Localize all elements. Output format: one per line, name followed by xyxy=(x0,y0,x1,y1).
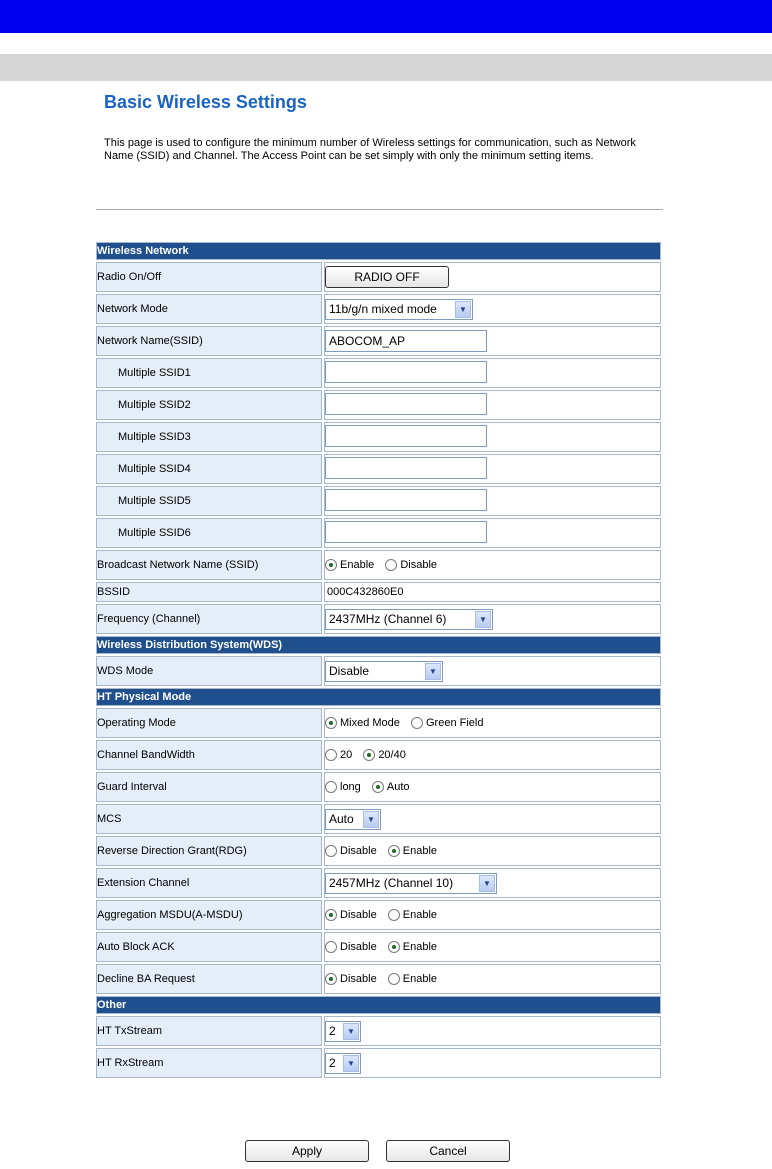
tx-stream-value: 2 xyxy=(329,1024,336,1038)
multi-ssid-cell xyxy=(324,422,661,452)
radio-option-label: Disable xyxy=(400,559,438,572)
radio-option-label: Disable xyxy=(340,845,377,858)
bandwidth-20-radio[interactable] xyxy=(325,749,337,761)
section-row xyxy=(96,636,661,654)
row-ssid xyxy=(96,326,661,356)
tx-stream-label: HT TxStream xyxy=(96,1016,322,1046)
chevron-down-icon: ▼ xyxy=(475,611,491,628)
radio-off-button[interactable]: RADIO OFF xyxy=(325,266,449,288)
rdg-label: Reverse Direction Grant(RDG) xyxy=(96,836,322,866)
frequency-label: Frequency (Channel) xyxy=(96,604,322,634)
radio-cell xyxy=(324,262,661,292)
row-rx-stream xyxy=(96,1048,661,1078)
section-row xyxy=(96,688,661,706)
row-extension-channel xyxy=(96,868,661,898)
amsdu-disable-radio[interactable] xyxy=(325,909,337,921)
row-radio xyxy=(96,262,661,292)
radio-option-label: Green Field xyxy=(425,717,484,730)
ssid-label: Network Name(SSID) xyxy=(96,326,322,356)
multi-ssid-label: Multiple SSID5 xyxy=(96,486,322,516)
extension-channel-value: 2457MHz (Channel 10) xyxy=(329,876,454,890)
tx-stream-cell xyxy=(324,1016,661,1046)
mcs-value: Auto xyxy=(329,812,354,826)
amsdu-cell xyxy=(324,900,661,930)
row-network-mode xyxy=(96,294,661,324)
frequency-cell xyxy=(324,604,661,634)
row-rdg xyxy=(96,836,661,866)
frequency-select[interactable] xyxy=(325,609,493,630)
radio-option-label: Disable xyxy=(340,941,377,954)
row-bssid xyxy=(96,582,661,602)
chevron-down-icon: ▼ xyxy=(363,811,379,828)
multi-ssid-3-input[interactable] xyxy=(325,425,487,447)
guard-auto-radio[interactable] xyxy=(372,781,384,793)
rdg-disable-radio[interactable] xyxy=(325,845,337,857)
network-mode-select[interactable] xyxy=(325,299,473,320)
row-multi-ssid-4 xyxy=(96,454,661,484)
radio-option-label: Mixed Mode xyxy=(340,717,400,730)
decline-ba-cell xyxy=(324,964,661,994)
radio-option-label: Disable xyxy=(340,909,377,922)
row-auto-block-ack xyxy=(96,932,661,962)
broadcast-enable-radio[interactable] xyxy=(325,559,337,571)
wds-mode-select[interactable] xyxy=(325,661,443,682)
section-row xyxy=(96,996,661,1014)
chevron-down-icon: ▼ xyxy=(425,663,441,680)
mcs-label: MCS xyxy=(96,804,322,834)
radio-option-label: Enable xyxy=(340,559,375,572)
block-ack-enable-radio[interactable] xyxy=(388,941,400,953)
row-multi-ssid-1 xyxy=(96,358,661,388)
multi-ssid-2-input[interactable] xyxy=(325,393,487,415)
chevron-down-icon: ▼ xyxy=(343,1055,359,1072)
divider xyxy=(96,209,663,210)
radio-option-label: 20/40 xyxy=(378,749,406,762)
radio-option-label: 20 xyxy=(340,749,353,762)
row-multi-ssid-2 xyxy=(96,390,661,420)
multi-ssid-label: Multiple SSID3 xyxy=(96,422,322,452)
row-wds-mode xyxy=(96,656,661,686)
row-multi-ssid-5 xyxy=(96,486,661,516)
radio-option-label: Enable xyxy=(402,909,438,922)
network-mode-value: 11b/g/n mixed mode xyxy=(329,302,437,316)
guard-interval-cell xyxy=(324,772,661,802)
bandwidth-20-40-radio[interactable] xyxy=(363,749,375,761)
row-decline-ba xyxy=(96,964,661,994)
row-amsdu xyxy=(96,900,661,930)
row-operating-mode xyxy=(96,708,661,738)
green-field-radio[interactable] xyxy=(411,717,423,729)
multi-ssid-cell xyxy=(324,358,661,388)
chevron-down-icon: ▼ xyxy=(455,301,471,318)
mixed-mode-radio[interactable] xyxy=(325,717,337,729)
bssid-label: BSSID xyxy=(96,582,322,602)
network-mode-label: Network Mode xyxy=(96,294,322,324)
multi-ssid-cell xyxy=(324,518,661,548)
network-mode-cell xyxy=(324,294,661,324)
row-guard-interval xyxy=(96,772,661,802)
extension-channel-label: Extension Channel xyxy=(96,868,322,898)
section-header-other: Other xyxy=(96,996,661,1014)
mcs-cell xyxy=(324,804,661,834)
radio-option-label: Enable xyxy=(402,845,438,858)
multi-ssid-label: Multiple SSID6 xyxy=(96,518,322,548)
section-row xyxy=(96,242,661,260)
row-multi-ssid-3 xyxy=(96,422,661,452)
tx-stream-select[interactable] xyxy=(325,1021,361,1042)
guard-long-radio[interactable] xyxy=(325,781,337,793)
multi-ssid-1-input[interactable] xyxy=(325,361,487,383)
page-title: Basic Wireless Settings xyxy=(104,92,307,112)
auto-block-ack-cell xyxy=(324,932,661,962)
broadcast-cell xyxy=(324,550,661,580)
multi-ssid-5-input[interactable] xyxy=(325,489,487,511)
top-banner xyxy=(0,0,772,33)
amsdu-label: Aggregation MSDU(A-MSDU) xyxy=(96,900,322,930)
radio-option-label: Enable xyxy=(402,973,438,986)
multi-ssid-label: Multiple SSID4 xyxy=(96,454,322,484)
broadcast-label: Broadcast Network Name (SSID) xyxy=(96,550,322,580)
settings-table xyxy=(94,240,663,1080)
row-broadcast xyxy=(96,550,661,580)
bandwidth-cell xyxy=(324,740,661,770)
multi-ssid-4-input[interactable] xyxy=(325,457,487,479)
frequency-value: 2437MHz (Channel 6) xyxy=(329,612,447,626)
auto-block-ack-label: Auto Block ACK xyxy=(96,932,322,962)
mcs-select[interactable] xyxy=(325,809,381,830)
radio-option-label: Disable xyxy=(340,973,377,986)
multi-ssid-cell xyxy=(324,486,661,516)
cancel-button[interactable]: Cancel xyxy=(386,1140,510,1162)
menu-bar xyxy=(0,54,772,81)
rx-stream-label: HT RxStream xyxy=(96,1048,322,1078)
ssid-cell xyxy=(324,326,661,356)
amsdu-enable-radio[interactable] xyxy=(388,909,400,921)
rx-stream-value: 2 xyxy=(329,1056,336,1070)
ssid-input[interactable]: ABOCOM_AP xyxy=(325,330,487,352)
radio-option-label: Auto xyxy=(386,781,410,794)
multi-ssid-cell xyxy=(324,390,661,420)
apply-button[interactable]: Apply xyxy=(245,1140,369,1162)
row-frequency xyxy=(96,604,661,634)
chevron-down-icon: ▼ xyxy=(479,875,495,892)
rx-stream-cell xyxy=(324,1048,661,1078)
rdg-enable-radio[interactable] xyxy=(388,845,400,857)
wds-mode-label: WDS Mode xyxy=(96,656,322,686)
rx-stream-select[interactable] xyxy=(325,1053,361,1074)
wds-mode-value: Disable xyxy=(329,664,370,678)
rdg-cell xyxy=(324,836,661,866)
section-header-wds: Wireless Distribution System(WDS) xyxy=(96,636,661,654)
row-multi-ssid-6 xyxy=(96,518,661,548)
row-mcs xyxy=(96,804,661,834)
radio-option-label: long xyxy=(340,781,361,794)
broadcast-disable-radio[interactable] xyxy=(385,559,397,571)
radio-label: Radio On/Off xyxy=(96,262,322,292)
operating-mode-cell xyxy=(324,708,661,738)
multi-ssid-6-input[interactable] xyxy=(325,521,487,543)
page-description: This page is used to configure the minimum number of Wireless settings for communication, such as Network Name (SSID) and Channel. The Access Point can be set simply with only the minimum setting items. xyxy=(104,137,636,162)
multi-ssid-label: Multiple SSID2 xyxy=(96,390,322,420)
guard-interval-label: Guard Interval xyxy=(96,772,322,802)
bandwidth-label: Channel BandWidth xyxy=(96,740,322,770)
wds-mode-cell xyxy=(324,656,661,686)
radio-option-label: Enable xyxy=(402,941,438,954)
multi-ssid-cell xyxy=(324,454,661,484)
bssid-value: 000C432860E0 xyxy=(327,586,404,598)
row-tx-stream xyxy=(96,1016,661,1046)
bssid-cell xyxy=(324,582,661,602)
extension-channel-select[interactable] xyxy=(325,873,497,894)
decline-ba-label: Decline BA Request xyxy=(96,964,322,994)
section-header-wireless-network: Wireless Network xyxy=(96,242,661,260)
block-ack-disable-radio[interactable] xyxy=(325,941,337,953)
multi-ssid-label: Multiple SSID1 xyxy=(96,358,322,388)
decline-ba-disable-radio[interactable] xyxy=(325,973,337,985)
row-bandwidth xyxy=(96,740,661,770)
decline-ba-enable-radio[interactable] xyxy=(388,973,400,985)
chevron-down-icon: ▼ xyxy=(343,1023,359,1040)
operating-mode-label: Operating Mode xyxy=(96,708,322,738)
extension-channel-cell xyxy=(324,868,661,898)
section-header-ht-physical: HT Physical Mode xyxy=(96,688,661,706)
